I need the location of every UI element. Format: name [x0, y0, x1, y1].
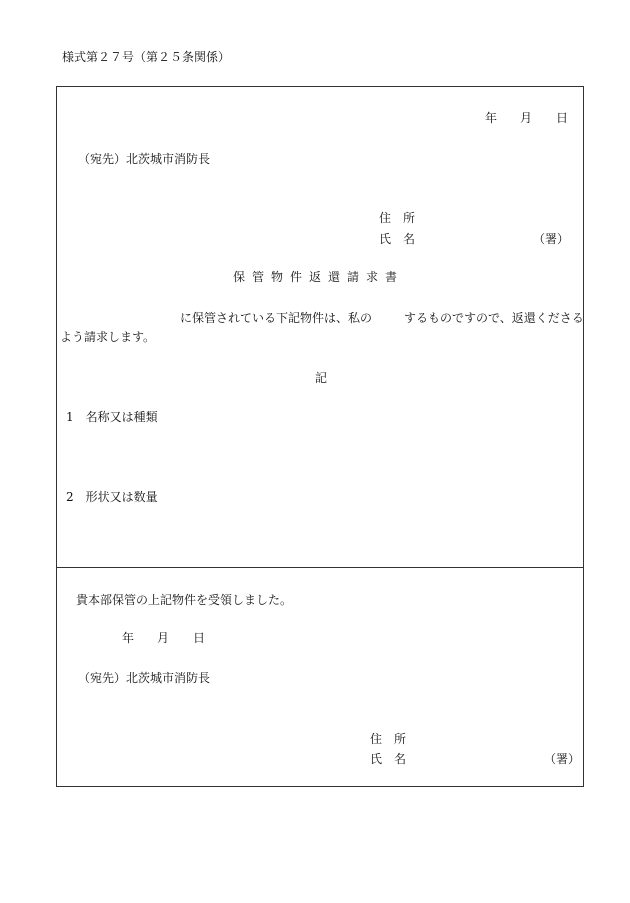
- seal-mark: （署）: [533, 232, 570, 246]
- item-shape-or-quantity: 2 形状又は数量: [66, 490, 158, 504]
- receipt-date-day: 日: [193, 631, 206, 645]
- body-text-line2: よう請求します。: [60, 330, 156, 344]
- receipt-addressee: （宛先）北茨城市消防長: [78, 671, 211, 685]
- date-month: 月: [520, 111, 533, 125]
- date-year: 年: [485, 111, 498, 125]
- date-day: 日: [556, 111, 569, 125]
- ki-mark: 記: [315, 371, 328, 385]
- form-number: 様式第２７号（第２５条関係）: [62, 50, 231, 64]
- address-label: 住 所: [379, 211, 416, 225]
- receipt-name-label: 氏 名: [370, 752, 407, 766]
- receipt-seal-mark: （署）: [544, 752, 581, 766]
- body-text-part2: するものですので、返還くださる: [404, 311, 584, 325]
- receipt-date-month: 月: [157, 631, 170, 645]
- name-label: 氏 名: [379, 232, 416, 246]
- receipt-text: 貴本部保管の上記物件を受領しました。: [76, 593, 293, 607]
- item-name-or-type: 1 名称又は種類: [66, 410, 158, 424]
- receipt-address-label: 住 所: [370, 732, 407, 746]
- addressee: （宛先）北茨城市消防長: [78, 152, 211, 166]
- document-title: 保管物件返還請求書: [233, 270, 405, 284]
- receipt-date-year: 年: [122, 631, 135, 645]
- body-text-part1: に保管されている下記物件は、私の: [180, 311, 373, 325]
- section-divider: [56, 567, 584, 568]
